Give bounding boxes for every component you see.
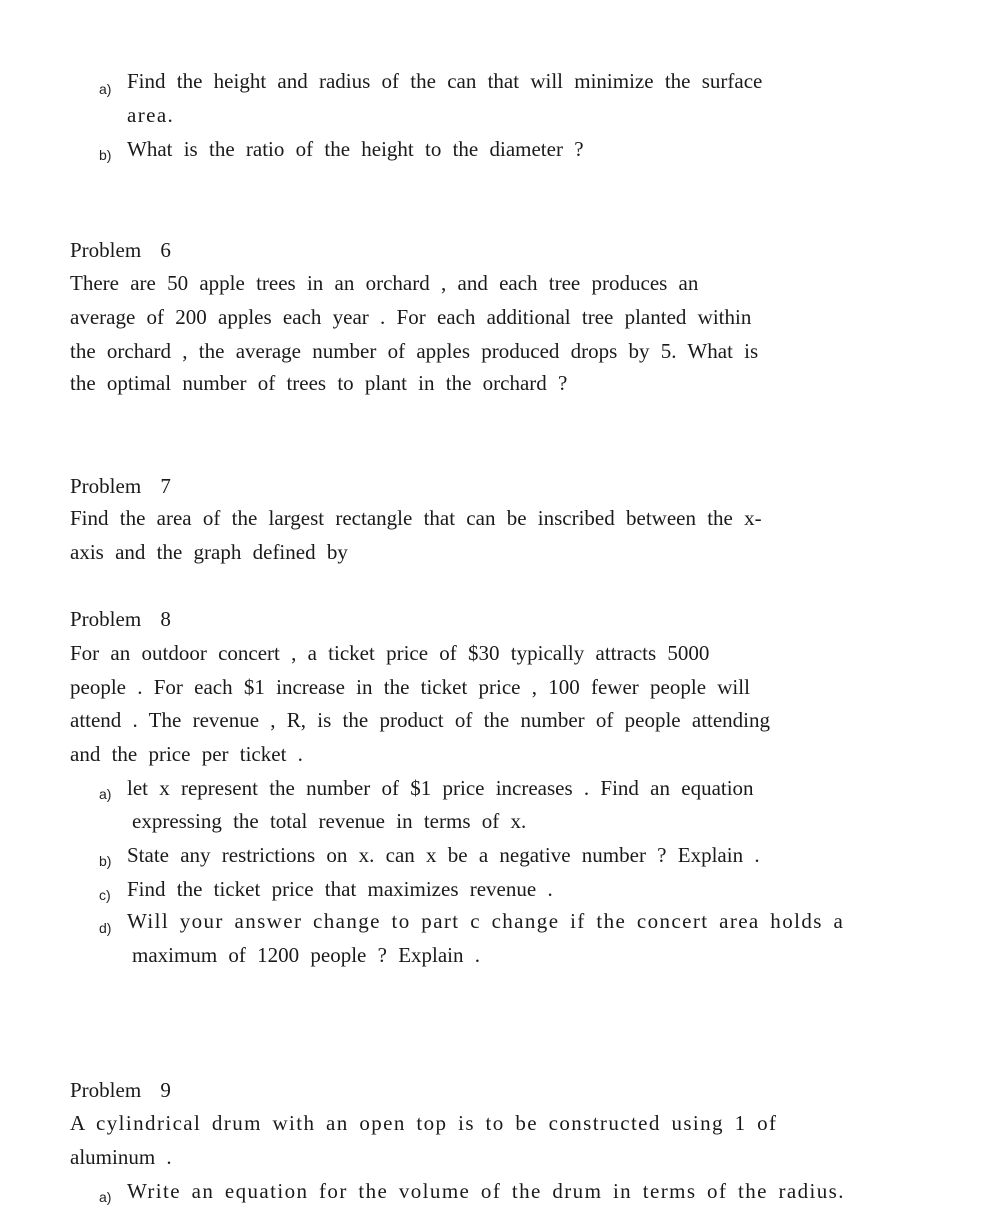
problem-9-part-a-line-1: Write an equation for the volume of the drum in terms of the radius. bbox=[127, 1179, 845, 1203]
problem-7-heading: Problem 7 bbox=[70, 474, 171, 498]
problem-8-line-3: attend . The revenue , R, is the product of the number of people attending bbox=[70, 708, 771, 732]
problem-7-line-2: axis and the graph defined by bbox=[70, 540, 348, 564]
list-marker: a) bbox=[99, 786, 112, 802]
problem-5-part-b-line-1: What is the ratio of the height to the diameter ? bbox=[127, 137, 584, 161]
problem-6-line-1: There are 50 apple trees in an orchard , and each tree produces an bbox=[70, 271, 699, 295]
problem-5-part-a-line-1: Find the height and radius of the can that will minimize the surface bbox=[127, 69, 763, 93]
list-marker: d) bbox=[99, 920, 112, 936]
problem-8-line-2: people . For each $1 increase in the ticket price , 100 fewer people will bbox=[70, 675, 750, 699]
list-marker: a) bbox=[99, 81, 112, 97]
list-marker: a) bbox=[99, 1189, 112, 1205]
list-marker: b) bbox=[99, 853, 112, 869]
list-marker: b) bbox=[99, 147, 112, 163]
problem-8-heading: Problem 8 bbox=[70, 607, 171, 631]
problem-8-part-a-line-2: expressing the total revenue in terms of x. bbox=[132, 809, 527, 833]
problem-7-line-1: Find the area of the largest rectangle that can be inscribed between the x- bbox=[70, 506, 762, 530]
problem-8-line-1: For an outdoor concert , a ticket price of $30 typically attracts 5000 bbox=[70, 641, 710, 665]
problem-9-line-2: aluminum . bbox=[70, 1145, 172, 1169]
problem-9-heading: Problem 9 bbox=[70, 1078, 171, 1102]
problem-8-part-d-line-1: Will your answer change to part c change if the concert area holds a bbox=[127, 909, 845, 933]
problem-8-part-b-line-1: State any restrictions on x. can x be a negative number ? Explain . bbox=[127, 843, 760, 867]
problem-8-part-c-line-1: Find the ticket price that maximizes revenue . bbox=[127, 877, 553, 901]
list-marker: c) bbox=[99, 887, 111, 903]
problem-9-line-1: A cylindrical drum with an open top is to be constructed using 1 of bbox=[70, 1111, 778, 1135]
problem-6-heading: Problem 6 bbox=[70, 238, 171, 262]
problem-5-part-a-line-2: area. bbox=[127, 103, 175, 127]
problem-8-part-a-line-1: let x represent the number of $1 price increases . Find an equation bbox=[127, 776, 754, 800]
problem-8-part-d-line-2: maximum of 1200 people ? Explain . bbox=[132, 943, 481, 967]
problem-6-line-2: average of 200 apples each year . For each additional tree planted within bbox=[70, 305, 752, 329]
problem-8-line-4: and the price per ticket . bbox=[70, 742, 303, 766]
problem-6-line-3: the orchard , the average number of apples produced drops by 5. What is bbox=[70, 339, 759, 363]
problem-6-line-4: the optimal number of trees to plant in the orchard ? bbox=[70, 371, 568, 395]
